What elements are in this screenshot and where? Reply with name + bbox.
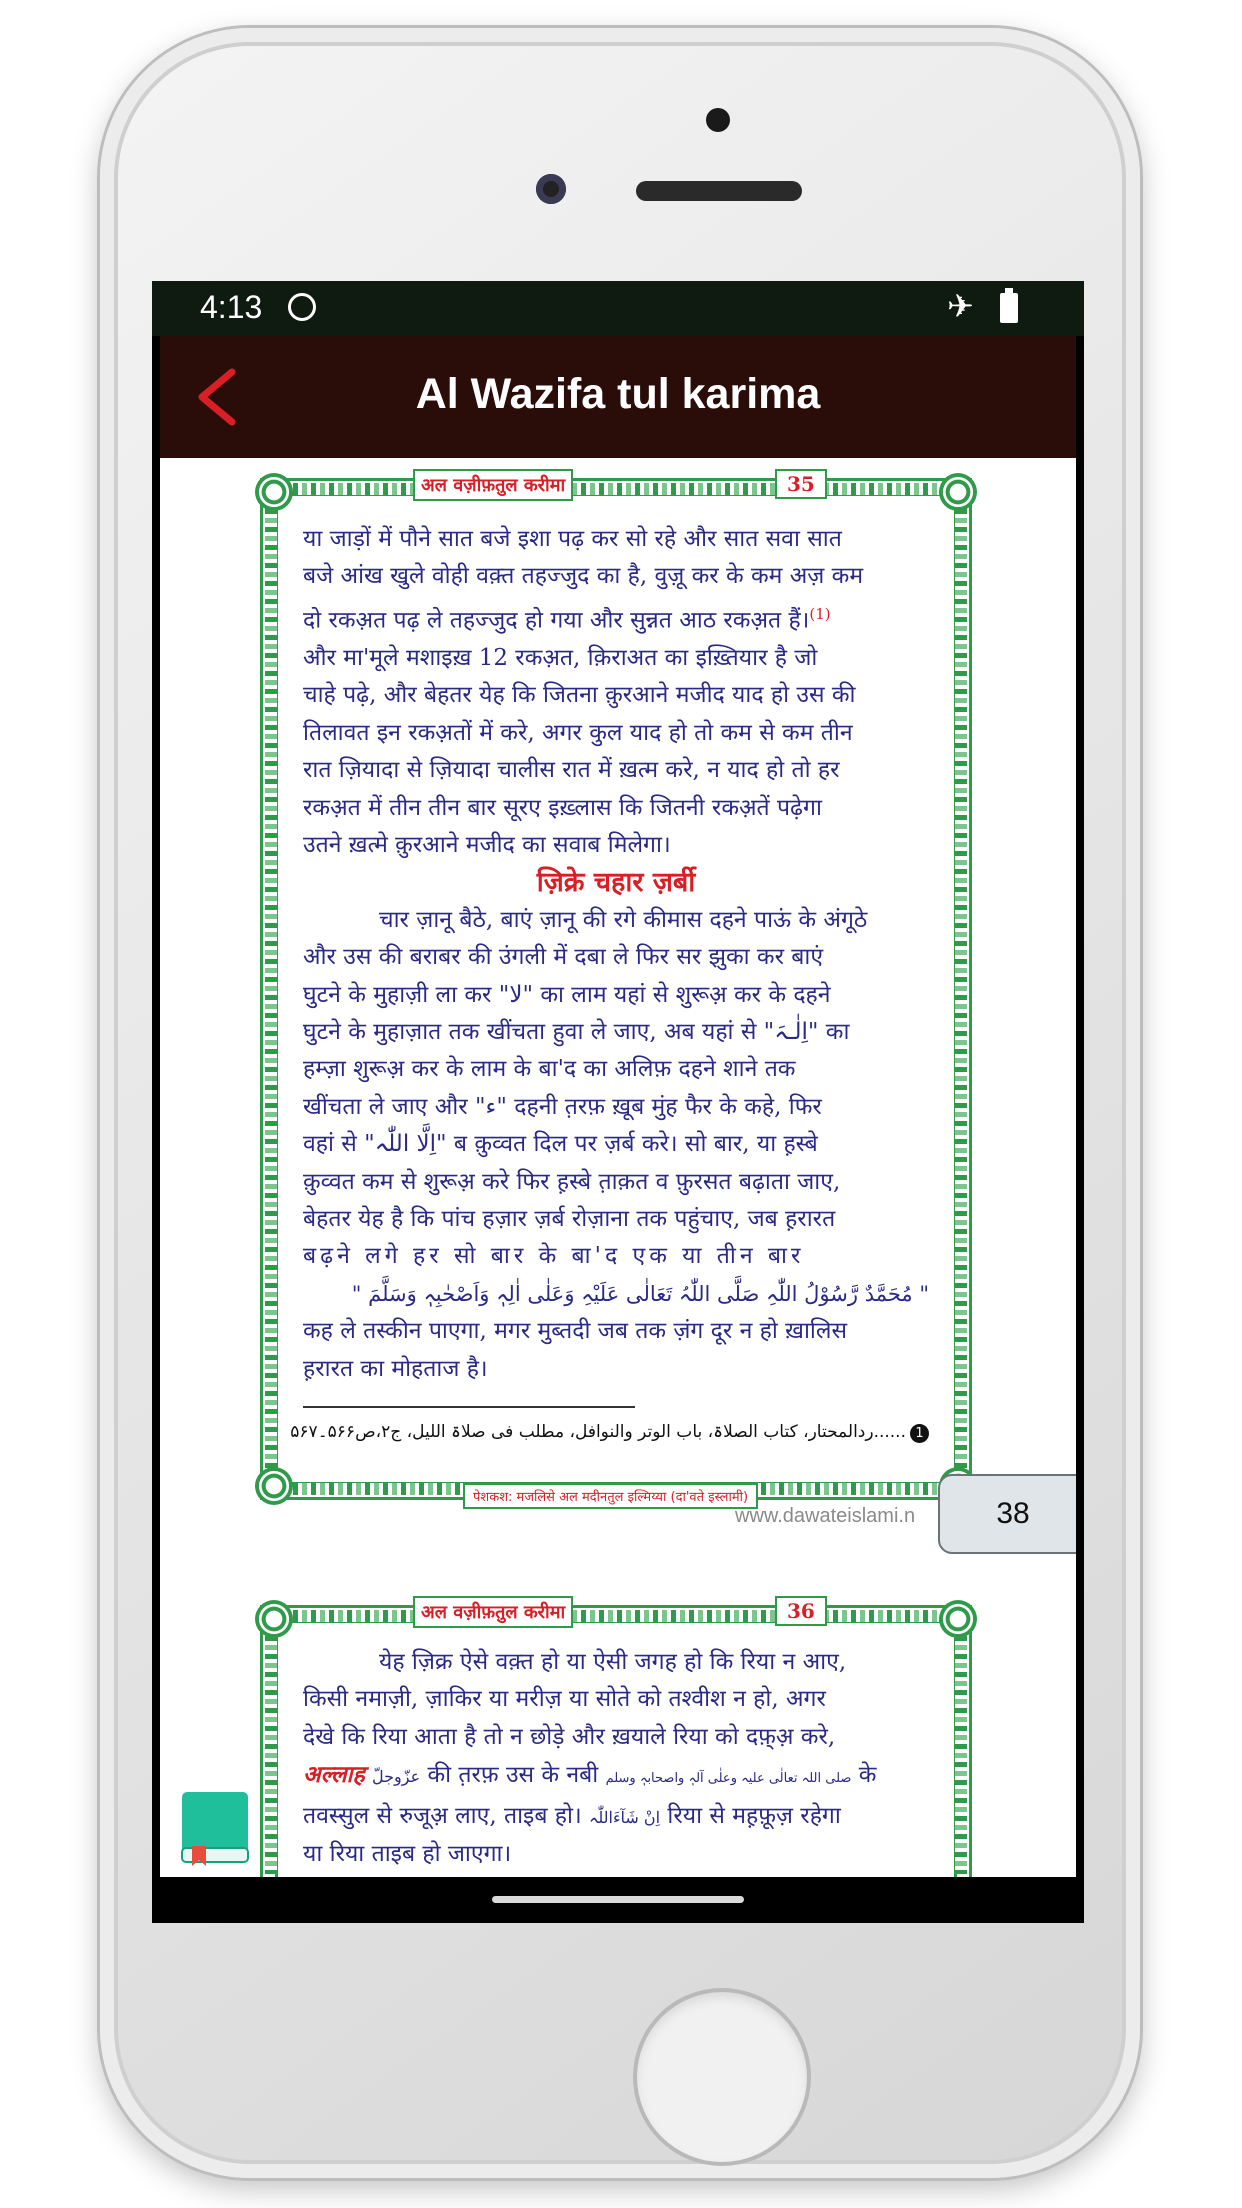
arabic-honorific: عزّوجلّ	[372, 1767, 421, 1787]
text-line: चाहे पढ़े, और बेहतर येह कि जितना क़ुरआने मजीद याद हो उस की	[303, 682, 856, 709]
text-span: की त़रफ़ उस के नबी	[427, 1762, 599, 1789]
footnote-number: 1	[910, 1424, 929, 1443]
border-vine	[293, 483, 939, 495]
text-line: बेहतर येह है कि पांच हज़ार ज़र्ब रोज़ाना तक पहुंचाए, जब ह़रारत	[303, 1205, 836, 1232]
airplane-mode-icon: ✈	[947, 287, 974, 325]
text-span: दो रकअ़त पढ़ ले तहज्जुद हो गया और सुन्नत आठ रकअ़त हैं।	[303, 607, 810, 634]
bookmark-button[interactable]	[180, 1790, 250, 1866]
text-span: रिया से मह़फ़ूज़ रहेगा	[667, 1802, 841, 1829]
home-indicator[interactable]	[492, 1896, 744, 1903]
gesture-nav-bar	[152, 1877, 1084, 1923]
front-camera	[536, 174, 566, 204]
sensor-dot	[706, 108, 730, 132]
text-line: रात ज़ियादा से ज़ियादा चालीस रात में ख़त्म करे, न याद हो तो हर	[303, 757, 840, 784]
text-line: ह़रारत का मोहताज है।	[303, 1355, 488, 1382]
page-header-title: अल वज़ीफ़तुल करीमा	[413, 1596, 573, 1628]
screen	[152, 281, 1084, 1923]
text-span: के	[858, 1762, 877, 1789]
text-line: और मा'मूले मशाइख़ 12 रकअ़त, क़िराअत का इख़्तियार है जो	[303, 644, 818, 671]
text-line: देखे कि रिया आता है तो न छोड़े और ख़याले रिया को दफ़्अ़ करे,	[303, 1723, 836, 1750]
page-header-number: 35	[775, 469, 827, 499]
text-line: किसी नमाज़ी, ज़ाकिर या मरीज़ या सोते को तश्वीश न हो, अगर	[303, 1686, 826, 1713]
arabic-inshallah: اِنْ شَآءَاللّٰہ	[589, 1807, 661, 1827]
website-watermark: www.dawateislami.n	[735, 1505, 916, 1527]
corner-ornament	[255, 1467, 293, 1505]
page-footer-label: पेशकश: मजलिसे अल मदीनतुल इल्मिय्या (दा'वते इस्लामी)	[463, 1483, 758, 1509]
text-line: बजे आंख खुले वोही वक़्त तहज्जुद का है, वुज़ू कर के कम अज़ कम	[303, 563, 864, 590]
border-vine	[293, 1610, 939, 1622]
text-line: खींचता ले जाए और "ء" दहनी त़रफ़ ख़ूब मुंह फैर के कहे, फिर	[303, 1093, 822, 1120]
text-line: और उस की बराबर की उंगली में दबा ले फिर सर झुका कर बाएं	[303, 944, 824, 971]
text-line: उतने ख़त्मे क़ुरआने मजीद का सवाब मिलेगा।	[303, 831, 671, 858]
page-body	[303, 1644, 929, 1873]
app-bar	[160, 336, 1076, 458]
text-span: तवस्सुल से रुजूअ़ लाए, ताइब हो।	[303, 1802, 582, 1829]
home-button[interactable]	[633, 1988, 811, 2166]
text-line: चार ज़ानू बैठे, बाएं ज़ानू की रगे कीमास दहने पाऊं के अंगूठे	[379, 906, 868, 933]
border-vine	[955, 509, 967, 1469]
footnote-divider	[303, 1406, 635, 1408]
text-line: या जाड़ों में पौने सात बजे इशा पढ़ कर सो रहे और सात सवा सात	[303, 526, 842, 552]
text-line: तिलावत इन रकअ़तों में करे, अगर कुल याद हो तो कम से कम तीन	[303, 719, 853, 746]
text-line: वहां से "اِلَّا اللّٰہ" ब क़ुव्वत दिल पर ज़र्ब करे। सो बार, या ह़स्बे	[303, 1131, 818, 1158]
page-header-number: 36	[775, 1596, 827, 1626]
text-line: येह ज़िक्र ऐसे वक़्त हो या ऐसी जगह हो कि रिया न आए,	[379, 1649, 847, 1675]
book-page	[260, 472, 972, 1505]
text-line	[303, 1798, 929, 1836]
text-line: कह ले तस्कीन पाएगा, मगर मुब्तदी जब तक ज़ंग दूर न हो ख़ालिस	[303, 1318, 848, 1345]
text-line	[303, 1756, 929, 1797]
text-line: बढ़ने लगे हर सो बार के बा'द एक या तीन बार	[303, 1243, 805, 1270]
book-page	[260, 1599, 972, 1877]
page-body	[303, 521, 929, 1388]
status-bar	[152, 281, 1084, 336]
border-vine	[955, 1636, 967, 1874]
corner-ornament	[939, 473, 977, 511]
text-line	[303, 596, 929, 640]
text-line: घुटने के मुहाज़ी ला कर "لا" का लाम यहां से शुरूअ़ कर के दहने	[303, 981, 831, 1008]
corner-ornament	[255, 1600, 293, 1638]
book-reader[interactable]	[160, 458, 1076, 1877]
app-title: Al Wazifa tul karima	[415, 370, 821, 418]
footnote-text: ......ردالمحتار، کتاب الصلاۃ، باب الوتر والنوافل، مطلب فی صلاۃ اللیل، ج۲،ص۵۶۶۔۵۶۷	[290, 1422, 906, 1442]
page-number-indicator[interactable]: 38	[938, 1474, 1076, 1554]
text-line: या रिया ताइब हो जाएगा।	[303, 1841, 512, 1868]
book-bookmark-icon	[180, 1790, 250, 1866]
text-line: क़ुव्वत कम से शुरूअ़ करे फिर ह़स्बे त़ाक़त व फ़ुरसत बढ़ाता जाए,	[303, 1168, 841, 1195]
corner-ornament	[255, 473, 293, 511]
text-line: रकअ़त में तीन तीन बार सूरए इख़्लास कि जितनी रकअ़तें पढ़ेगा	[303, 794, 822, 821]
border-vine	[265, 509, 277, 1469]
earpiece-speaker	[636, 181, 802, 201]
status-time: 4:13	[200, 289, 263, 325]
battery-icon	[1000, 293, 1018, 323]
corner-ornament	[939, 1600, 977, 1638]
section-heading: ज़िक्रे चहार ज़र्बी	[536, 867, 696, 899]
text-line: हम्ज़ा शुरूअ़ कर के लाम के बा'द का अलिफ़ दहने शाने तक	[303, 1056, 796, 1083]
footnote-ref[interactable]: (1)	[809, 604, 831, 623]
footnote	[290, 1421, 929, 1443]
arabic-salutation: صلی اللہ تعالٰی علیہ وعلٰی آلہٖ واصحابہٖ وسلم	[605, 1771, 852, 1787]
border-vine	[265, 1636, 277, 1874]
arabic-line: " مُحَمَّدٌ رَّسُوْلُ اللّٰہِ صَلَّی اللّٰہُ تَعَالٰی عَلَیْہِ وَعَلٰی اٰلِہٖ وَاَصْحٰبِہٖ وَسَلَّمَ "	[351, 1281, 929, 1306]
app-notification-icon	[288, 293, 316, 321]
allah-word: अल्लाह	[303, 1761, 365, 1789]
page-header-title: अल वज़ीफ़तुल करीमा	[413, 469, 573, 501]
text-line: घुटने के मुहाज़ात तक खींचता हुवा ले जाए, अब यहां से "اِلٰـہَ" का	[303, 1018, 850, 1045]
